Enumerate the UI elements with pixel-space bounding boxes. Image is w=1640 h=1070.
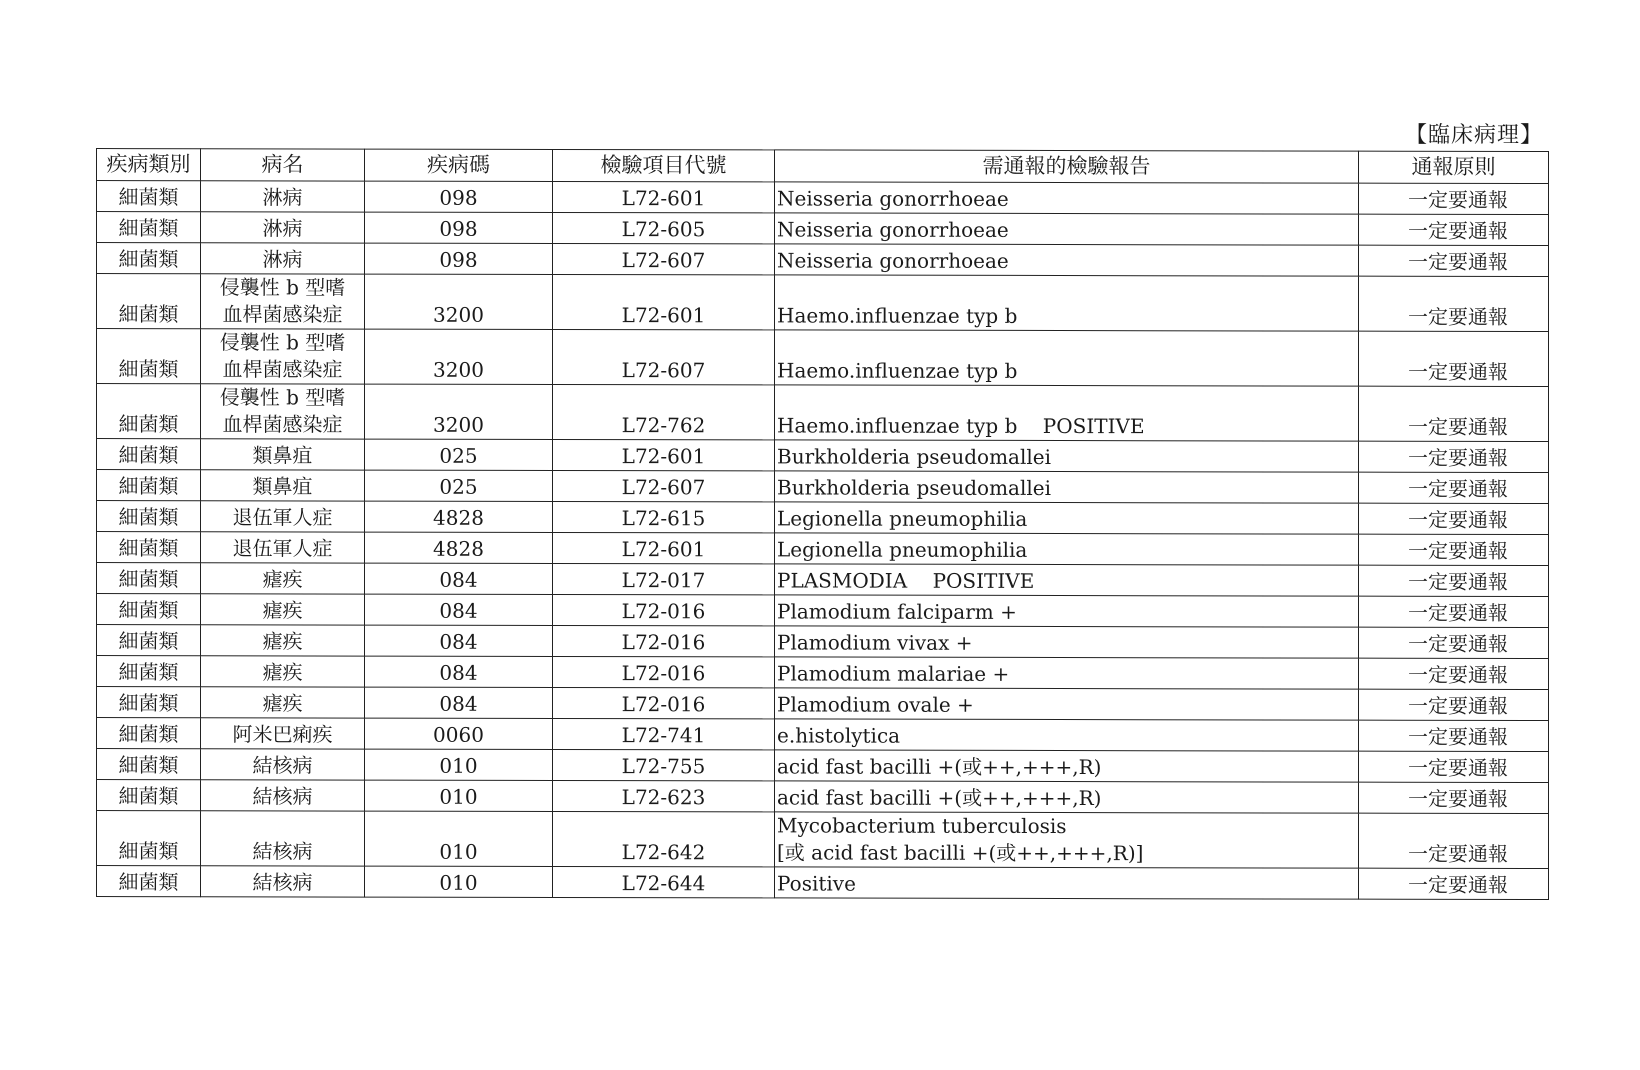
cell-disease-name: 結核病 bbox=[201, 866, 365, 897]
table-row bbox=[97, 866, 1549, 900]
cell-category: 細菌類 bbox=[97, 563, 201, 594]
cell-test-code: L72-607 bbox=[553, 329, 775, 384]
cell-disease-name: 退伍軍人症 bbox=[201, 532, 365, 563]
cell-disease-name: 侵襲性 b 型嗜 血桿菌感染症 bbox=[201, 274, 365, 329]
cell-rule: 一定要通報 bbox=[1359, 751, 1549, 782]
cell-rule: 一定要通報 bbox=[1359, 183, 1549, 214]
table-row bbox=[97, 532, 1549, 566]
table-row bbox=[97, 594, 1549, 628]
cell-test-code: L72-644 bbox=[553, 866, 775, 897]
cell-disease-name: 侵襲性 b 型嗜 血桿菌感染症 bbox=[201, 329, 365, 384]
cell-rule: 一定要通報 bbox=[1359, 245, 1549, 276]
table-row bbox=[97, 384, 1549, 442]
cell-disease-code: 010 bbox=[365, 866, 553, 897]
cell-category: 細菌類 bbox=[97, 594, 201, 625]
cell-test-code: L72-016 bbox=[553, 687, 775, 718]
cell-category: 細菌類 bbox=[97, 501, 201, 532]
cell-test-code: L72-016 bbox=[553, 625, 775, 656]
cell-category: 細菌類 bbox=[97, 749, 201, 780]
cell-disease-code: 098 bbox=[365, 212, 553, 243]
cell-category: 細菌類 bbox=[97, 384, 201, 439]
cell-report-result: Plamodium malariae + bbox=[775, 657, 1359, 689]
cell-category: 細菌類 bbox=[97, 181, 201, 212]
cell-test-code: L72-016 bbox=[553, 594, 775, 625]
cell-test-code: L72-017 bbox=[553, 563, 775, 594]
cell-disease-name: 結核病 bbox=[201, 780, 365, 811]
cell-report-result: Mycobacterium tuberculosis [或 acid fast bacilli +(或++,+++,R)] bbox=[775, 812, 1359, 868]
cell-rule: 一定要通報 bbox=[1359, 331, 1549, 386]
cell-category: 細菌類 bbox=[97, 212, 201, 243]
cell-rule: 一定要通報 bbox=[1359, 596, 1549, 627]
cell-disease-code: 098 bbox=[365, 243, 553, 274]
header-disease-code: 疾病碼 bbox=[365, 149, 553, 181]
cell-rule: 一定要通報 bbox=[1359, 276, 1549, 331]
table-row bbox=[97, 625, 1549, 659]
cell-disease-code: 098 bbox=[365, 181, 553, 212]
cell-disease-code: 025 bbox=[365, 439, 553, 470]
cell-category: 細菌類 bbox=[97, 470, 201, 501]
cell-report-result: Neisseria gonorrhoeae bbox=[775, 213, 1359, 245]
table-row bbox=[97, 212, 1549, 246]
cell-test-code: L72-607 bbox=[553, 470, 775, 501]
cell-disease-code: 4828 bbox=[365, 532, 553, 563]
cell-rule: 一定要通報 bbox=[1359, 813, 1549, 868]
table-row bbox=[97, 780, 1549, 814]
cell-test-code: L72-601 bbox=[553, 532, 775, 563]
section-label: 【臨床病理】 bbox=[1405, 123, 1544, 148]
cell-disease-name: 侵襲性 b 型嗜 血桿菌感染症 bbox=[201, 384, 365, 439]
cell-disease-name: 淋病 bbox=[201, 212, 365, 243]
cell-disease-name: 瘧疾 bbox=[201, 563, 365, 594]
cell-rule: 一定要通報 bbox=[1359, 441, 1549, 472]
cell-report-result: e.histolytica bbox=[775, 719, 1359, 751]
cell-rule: 一定要通報 bbox=[1359, 503, 1549, 534]
cell-report-result: PLASMODIA POSITIVE bbox=[775, 564, 1359, 596]
cell-category: 細菌類 bbox=[97, 866, 201, 897]
cell-category: 細菌類 bbox=[97, 439, 201, 470]
cell-disease-code: 025 bbox=[365, 470, 553, 501]
cell-disease-name: 瘧疾 bbox=[201, 625, 365, 656]
cell-disease-name: 瘧疾 bbox=[201, 594, 365, 625]
cell-report-result: Legionella pneumophilia bbox=[775, 533, 1359, 565]
cell-report-result: Plamodium vivax + bbox=[775, 626, 1359, 658]
cell-disease-name: 瘧疾 bbox=[201, 687, 365, 718]
cell-rule: 一定要通報 bbox=[1359, 214, 1549, 245]
cell-rule: 一定要通報 bbox=[1359, 472, 1549, 503]
cell-rule: 一定要通報 bbox=[1359, 386, 1549, 441]
header-rule: 通報原則 bbox=[1359, 151, 1549, 183]
cell-report-result: Plamodium falciparm + bbox=[775, 595, 1359, 627]
cell-disease-code: 3200 bbox=[365, 329, 553, 384]
cell-category: 細菌類 bbox=[97, 780, 201, 811]
table-row bbox=[97, 501, 1549, 535]
cell-report-result: Neisseria gonorrhoeae bbox=[775, 182, 1359, 214]
cell-report-result: acid fast bacilli +(或++,+++,R) bbox=[775, 750, 1359, 782]
table-row bbox=[97, 749, 1549, 783]
cell-rule: 一定要通報 bbox=[1359, 534, 1549, 565]
cell-report-result: acid fast bacilli +(或++,+++,R) bbox=[775, 781, 1359, 813]
table-row bbox=[97, 181, 1549, 215]
cell-report-result: Haemo.influenzae typ b POSITIVE bbox=[775, 385, 1359, 441]
cell-disease-code: 010 bbox=[365, 780, 553, 811]
cell-disease-code: 084 bbox=[365, 625, 553, 656]
cell-disease-code: 4828 bbox=[365, 501, 553, 532]
cell-test-code: L72-762 bbox=[553, 384, 775, 439]
cell-report-result: Burkholderia pseudomallei bbox=[775, 440, 1359, 472]
table-row bbox=[97, 656, 1549, 690]
table-row bbox=[97, 718, 1549, 752]
table-row bbox=[97, 243, 1549, 277]
cell-test-code: L72-642 bbox=[553, 811, 775, 866]
table-body bbox=[97, 181, 1549, 900]
cell-category: 細菌類 bbox=[97, 329, 201, 384]
table-row bbox=[97, 470, 1549, 504]
cell-disease-code: 010 bbox=[365, 749, 553, 780]
cell-disease-code: 084 bbox=[365, 594, 553, 625]
cell-disease-name: 阿米巴痢疾 bbox=[201, 718, 365, 749]
cell-category: 細菌類 bbox=[97, 718, 201, 749]
cell-category: 細菌類 bbox=[97, 243, 201, 274]
table-header-row bbox=[97, 149, 1549, 184]
cell-report-result: Legionella pneumophilia bbox=[775, 502, 1359, 534]
cell-test-code: L72-016 bbox=[553, 656, 775, 687]
cell-disease-code: 3200 bbox=[365, 274, 553, 329]
cell-rule: 一定要通報 bbox=[1359, 658, 1549, 689]
cell-disease-name: 類鼻疽 bbox=[201, 470, 365, 501]
cell-test-code: L72-601 bbox=[553, 181, 775, 212]
cell-disease-name: 淋病 bbox=[201, 181, 365, 212]
cell-report-result: Burkholderia pseudomallei bbox=[775, 471, 1359, 503]
cell-test-code: L72-741 bbox=[553, 718, 775, 749]
table-row bbox=[97, 329, 1549, 387]
cell-test-code: L72-607 bbox=[553, 243, 775, 274]
cell-rule: 一定要通報 bbox=[1359, 627, 1549, 658]
header-category: 疾病類別 bbox=[97, 149, 201, 181]
cell-rule: 一定要通報 bbox=[1359, 868, 1549, 899]
header-disease-name: 病名 bbox=[201, 149, 365, 181]
cell-test-code: L72-615 bbox=[553, 501, 775, 532]
cell-rule: 一定要通報 bbox=[1359, 689, 1549, 720]
cell-disease-code: 084 bbox=[365, 563, 553, 594]
cell-report-result: Haemo.influenzae typ b bbox=[775, 275, 1359, 331]
table-row bbox=[97, 811, 1549, 869]
cell-disease-name: 結核病 bbox=[201, 811, 365, 866]
cell-disease-code: 084 bbox=[365, 656, 553, 687]
cell-rule: 一定要通報 bbox=[1359, 782, 1549, 813]
table-row bbox=[97, 563, 1549, 597]
cell-disease-code: 0060 bbox=[365, 718, 553, 749]
cell-category: 細菌類 bbox=[97, 274, 201, 329]
cell-disease-name: 退伍軍人症 bbox=[201, 501, 365, 532]
cell-test-code: L72-755 bbox=[553, 749, 775, 780]
cell-rule: 一定要通報 bbox=[1359, 565, 1549, 596]
cell-report-result: Positive bbox=[775, 867, 1359, 899]
header-test-code: 檢驗項目代號 bbox=[553, 149, 775, 181]
cell-test-code: L72-623 bbox=[553, 780, 775, 811]
cell-test-code: L72-601 bbox=[553, 439, 775, 470]
cell-disease-name: 淋病 bbox=[201, 243, 365, 274]
cell-category: 細菌類 bbox=[97, 625, 201, 656]
cell-disease-name: 類鼻疽 bbox=[201, 439, 365, 470]
cell-rule: 一定要通報 bbox=[1359, 720, 1549, 751]
cell-category: 細菌類 bbox=[97, 532, 201, 563]
cell-category: 細菌類 bbox=[97, 656, 201, 687]
cell-disease-name: 結核病 bbox=[201, 749, 365, 780]
cell-test-code: L72-601 bbox=[553, 274, 775, 329]
cell-category: 細菌類 bbox=[97, 687, 201, 718]
cell-report-result: Neisseria gonorrhoeae bbox=[775, 244, 1359, 276]
cell-report-result: Plamodium ovale + bbox=[775, 688, 1359, 720]
cell-disease-code: 084 bbox=[365, 687, 553, 718]
table-row bbox=[97, 687, 1549, 721]
cell-disease-code: 3200 bbox=[365, 384, 553, 439]
cell-test-code: L72-605 bbox=[553, 212, 775, 243]
cell-disease-name: 瘧疾 bbox=[201, 656, 365, 687]
notifiable-disease-table bbox=[96, 148, 1549, 900]
table-row bbox=[97, 439, 1549, 473]
cell-disease-code: 010 bbox=[365, 811, 553, 866]
cell-category: 細菌類 bbox=[97, 811, 201, 866]
cell-report-result: Haemo.influenzae typ b bbox=[775, 330, 1359, 386]
table-row bbox=[97, 274, 1549, 332]
header-report-result: 需通報的檢驗報告 bbox=[775, 150, 1359, 183]
